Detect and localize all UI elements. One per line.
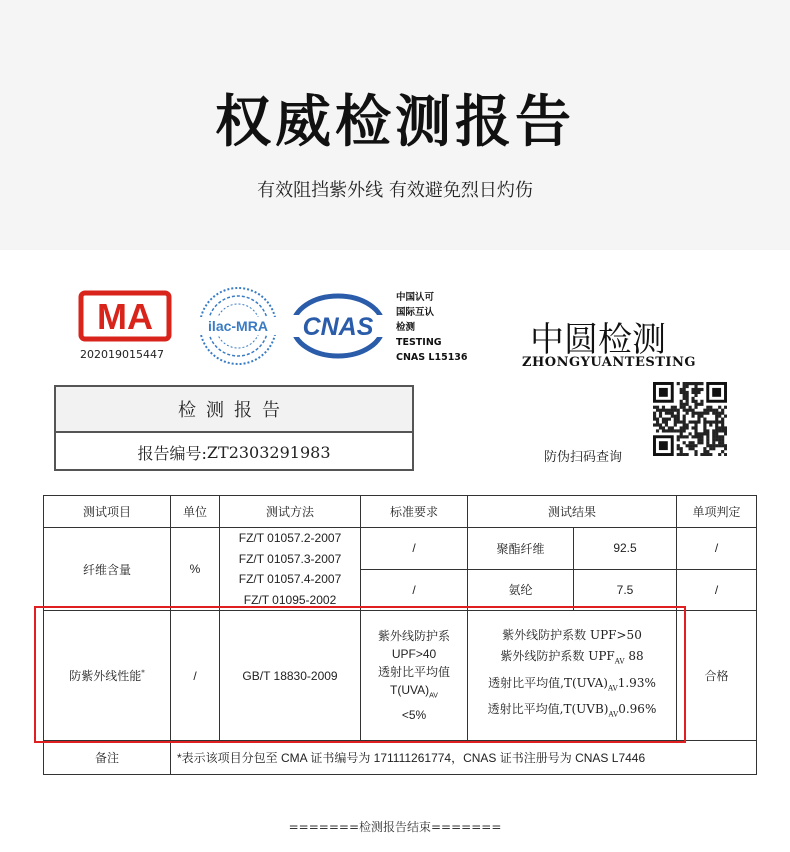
cma-logo-text: MA [97, 296, 153, 337]
qr-code-icon[interactable] [653, 382, 727, 456]
fiber-verdict: / [677, 569, 757, 611]
uv-result-line [468, 699, 676, 725]
fiber-methods-cell [220, 528, 361, 611]
page-title: 权威检测报告 [215, 90, 575, 155]
cnas-logo [290, 293, 386, 359]
uv-result-sub: AV [614, 657, 625, 666]
brand-name-en: ZHONGYUANTESTING [522, 355, 696, 370]
uv-result-line [468, 673, 676, 699]
fiber-verdict: / [677, 528, 757, 570]
cnas-logo-text: CNAS [302, 313, 374, 341]
report-table [43, 495, 757, 775]
fiber-requirement: / [361, 569, 468, 611]
uv-result-text: 紫外线防护系数 UPF>50 [502, 628, 642, 643]
uv-results [468, 611, 677, 741]
uv-method: GB/T 18830-2009 [220, 611, 361, 741]
table-row [44, 528, 757, 570]
report-end-marker: =======检测报告结束======= [288, 820, 502, 834]
cnas-info [396, 290, 468, 365]
uv-result-tail: 88 [624, 649, 644, 664]
table-row [44, 611, 757, 741]
report-heading: 检测报告 [56, 387, 412, 433]
method-line: FZ/T 01057.4-2007 [238, 572, 342, 586]
uv-result-text: 紫外线防护系数 UPF [500, 649, 615, 664]
method-line: FZ/T 01095-2002 [243, 592, 337, 607]
uv-result-sub: AV [608, 710, 619, 719]
fiber-unit: % [171, 528, 220, 611]
cnas-info-line: 检测 [396, 322, 416, 333]
cnas-info-line: 中国认可 [396, 292, 435, 303]
header-cell: 标准要求 [361, 496, 468, 528]
brand-name: 中圆检测 [530, 320, 666, 360]
uv-requirement-label: T(UVA) [390, 683, 430, 698]
uv-verdict: 合格 [677, 611, 757, 741]
method-line: FZ/T 01057.2-2007 [238, 531, 342, 545]
uv-result-text: 透射比平均值,T(UVB) [487, 702, 609, 717]
uv-requirement-sub: AV [429, 692, 438, 700]
uv-requirement-line: 紫外线防护系 [377, 629, 450, 644]
page-subtitle: 有效阻挡紫外线 有效避免烈日灼伤 [257, 180, 533, 201]
report-title-box [54, 385, 414, 471]
report-number-label: 报告编号: [137, 443, 207, 463]
fiber-name: 氨纶 [468, 569, 574, 611]
cnas-info-line: 国际互认 [396, 307, 435, 318]
fiber-methods [220, 528, 360, 610]
cma-number: 202019015447 [80, 348, 164, 361]
uv-result-tail: 0.96% [618, 702, 657, 717]
qr-label: 防伪扫码查询 [544, 450, 623, 465]
header-cell: 单位 [171, 496, 220, 528]
ilac-mra-text: ilac-MRA [208, 318, 268, 334]
uv-unit: / [171, 611, 220, 741]
uv-item: 防紫外线性能 [69, 669, 142, 683]
uv-result-line [468, 625, 676, 646]
uv-item-cell [44, 611, 171, 741]
fiber-value: 7.5 [574, 569, 677, 611]
fiber-item: 纤维含量 [44, 528, 171, 611]
method-line: FZ/T 01057.3-2007 [238, 551, 342, 566]
header-banner [0, 0, 790, 250]
uv-result-text: 透射比平均值,T(UVA) [488, 675, 608, 690]
uv-result-line [468, 646, 676, 672]
uv-requirement-line [361, 681, 467, 705]
uv-result-tail: 1.93% [617, 675, 656, 690]
uv-requirement [361, 611, 468, 741]
uv-result-sub: AV [607, 684, 618, 693]
fiber-requirement: / [361, 528, 468, 570]
cnas-info-line: TESTING [396, 337, 442, 348]
fiber-value: 92.5 [574, 528, 677, 570]
cnas-info-line: CNAS L15136 [396, 352, 468, 363]
remark-text: *表示该项目分包至 CMA 证书编号为 171111261774，CNAS 证书注册号为 CNAS L7446 [171, 741, 757, 775]
uv-requirement-line: <5% [401, 707, 427, 722]
header-cell: 测试项目 [44, 496, 171, 528]
table-row [44, 741, 757, 775]
header-cell: 单项判定 [677, 496, 757, 528]
table-header-row [44, 496, 757, 528]
ilac-mra-logo [197, 285, 279, 367]
uv-requirement-line: UPF>40 [391, 647, 437, 662]
header-cell: 测试方法 [220, 496, 361, 528]
remark-label: 备注 [44, 741, 171, 775]
header-cell: 测试结果 [468, 496, 677, 528]
fiber-name: 聚酯纤维 [468, 528, 574, 570]
uv-requirement-line: 透射比平均值 [377, 665, 450, 680]
cma-logo [78, 290, 172, 344]
report-number-value: ZT2303291983 [206, 442, 331, 462]
uv-item-mark: * [141, 669, 145, 677]
report-number-row [56, 433, 412, 471]
